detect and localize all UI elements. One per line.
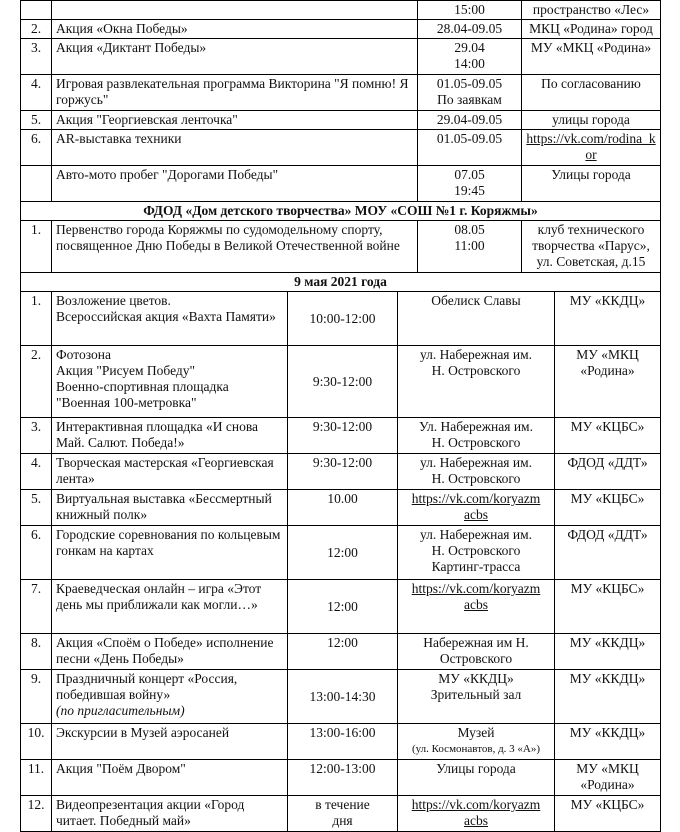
event-link[interactable]: https://vk.com/koryazm acbs bbox=[398, 580, 555, 634]
table-row bbox=[21, 20, 661, 39]
event-name: Авто-мото пробег "Дорогами Победы" bbox=[52, 166, 418, 202]
row-number: 6. bbox=[21, 130, 52, 166]
event-name: Акция «Диктант Победы» bbox=[52, 39, 418, 75]
row-number bbox=[21, 1, 52, 20]
event-organizer: МУ «КЦБС» bbox=[555, 490, 661, 526]
event-name: Первенство города Коряжмы по судомодельному спорту, посвященное Дню Победы в Великой Отечественной войне bbox=[52, 221, 418, 273]
row-number: 4. bbox=[21, 75, 52, 111]
event-name: Акция "Георгиевская ленточка" bbox=[52, 111, 418, 130]
table-row bbox=[21, 1, 661, 20]
event-organizer: ФДОД «ДДТ» bbox=[555, 454, 661, 490]
table-row bbox=[21, 130, 661, 166]
event-time: 12:00-13:00 bbox=[288, 760, 398, 796]
event-place: Обелиск Славы bbox=[398, 292, 555, 346]
event-time: 13:00-14:30 bbox=[288, 670, 398, 724]
event-name-note: (по пригласительным) bbox=[56, 703, 185, 718]
event-place: пространство «Лес» bbox=[522, 1, 661, 20]
event-organizer: МУ «КЦБС» bbox=[555, 796, 661, 832]
section-title-may9: 9 мая 2021 года bbox=[21, 273, 661, 292]
row-number: 5. bbox=[21, 490, 52, 526]
event-time: 12:00 bbox=[288, 526, 398, 580]
event-place: МУ «МКЦ «Родина» bbox=[522, 39, 661, 75]
event-place: Набережная им Н. Островского bbox=[398, 634, 555, 670]
event-date: 01.05-09.05 По заявкам bbox=[418, 75, 522, 111]
table-row bbox=[21, 724, 661, 760]
event-time: 9:30-12:00 bbox=[288, 346, 398, 418]
event-organizer: МУ «МКЦ «Родина» bbox=[555, 346, 661, 418]
event-organizer: МУ «КЦБС» bbox=[555, 418, 661, 454]
event-link[interactable]: https://vk.com/koryazm acbs bbox=[398, 490, 555, 526]
event-date: 07.05 19:45 bbox=[418, 166, 522, 202]
event-name: Творческая мастерская «Георгиевская лента» bbox=[52, 454, 288, 490]
row-number: 5. bbox=[21, 111, 52, 130]
event-place: По согласованию bbox=[522, 75, 661, 111]
event-name bbox=[52, 1, 418, 20]
table-row bbox=[21, 418, 661, 454]
event-name: Игровая развлекательная программа Викторина "Я помню! Я горжусь" bbox=[52, 75, 418, 111]
event-time: в течение дня bbox=[288, 796, 398, 832]
event-place: Улицы города bbox=[398, 760, 555, 796]
event-name: Виртуальная выставка «Бессмертный книжный полк» bbox=[52, 490, 288, 526]
event-time: 10:00-12:00 bbox=[288, 292, 398, 346]
table-row bbox=[21, 796, 661, 832]
row-number: 12. bbox=[21, 796, 52, 832]
event-date: 15:00 bbox=[418, 1, 522, 20]
event-place: МКЦ «Родина» город bbox=[522, 20, 661, 39]
event-link[interactable]: https://vk.com/rodina_k or bbox=[522, 130, 661, 166]
event-place: Улицы города bbox=[522, 166, 661, 202]
row-number: 9. bbox=[21, 670, 52, 724]
event-date: 29.04 14:00 bbox=[418, 39, 522, 75]
table-row bbox=[21, 634, 661, 670]
row-number: 3. bbox=[21, 39, 52, 75]
table-row bbox=[21, 39, 661, 75]
event-name: Акция «Споём о Победе» исполнение песни «День Победы» bbox=[52, 634, 288, 670]
event-place: клуб технического творчества «Парус», ул. Советская, д.15 bbox=[522, 221, 661, 273]
section-header-row bbox=[21, 202, 661, 221]
event-organizer: МУ «ККДЦ» bbox=[555, 634, 661, 670]
event-organizer: МУ «ККДЦ» bbox=[555, 292, 661, 346]
table-row bbox=[21, 75, 661, 111]
event-name: Видеопрезентация акции «Город читает. Победный май» bbox=[52, 796, 288, 832]
row-number: 2. bbox=[21, 346, 52, 418]
table-row bbox=[21, 166, 661, 202]
event-name: Фотозона Акция "Рисуем Победу" Военно-спортивная площадка "Военная 100-метровка" bbox=[52, 346, 288, 418]
event-name: Акция "Поём Двором" bbox=[52, 760, 288, 796]
event-time: 9:30-12:00 bbox=[288, 454, 398, 490]
event-place: ул. Набережная им. Н. Островского bbox=[398, 346, 555, 418]
document-page bbox=[20, 0, 660, 832]
event-place bbox=[398, 724, 555, 760]
table-row bbox=[21, 292, 661, 346]
section-title-ddt: ФДОД «Дом детского творчества» МОУ «СОШ №1 г. Коряжмы» bbox=[21, 202, 661, 221]
table-row bbox=[21, 670, 661, 724]
table-row bbox=[21, 526, 661, 580]
table-row bbox=[21, 580, 661, 634]
row-number: 8. bbox=[21, 634, 52, 670]
row-number: 10. bbox=[21, 724, 52, 760]
event-date: 28.04-09.05 bbox=[418, 20, 522, 39]
event-place-note: (ул. Космонавтов, д. 3 «А») bbox=[411, 743, 541, 755]
event-place: ул. Набережная им. Н. Островского Картинг-трасса bbox=[398, 526, 555, 580]
event-organizer: МУ «ККДЦ» bbox=[555, 724, 661, 760]
table-row bbox=[21, 760, 661, 796]
event-organizer: МУ «МКЦ «Родина» bbox=[555, 760, 661, 796]
event-time: 12:00 bbox=[288, 634, 398, 670]
event-organizer: МУ «КЦБС» bbox=[555, 580, 661, 634]
event-name: Экскурсии в Музей аэросаней bbox=[52, 724, 288, 760]
event-organizer: МУ «ККДЦ» bbox=[555, 670, 661, 724]
row-number: 4. bbox=[21, 454, 52, 490]
row-number: 7. bbox=[21, 580, 52, 634]
table-row bbox=[21, 111, 661, 130]
table-row bbox=[21, 346, 661, 418]
event-place: ул. Набережная им. Н. Островского bbox=[398, 454, 555, 490]
row-number bbox=[21, 166, 52, 202]
event-date: 29.04-09.05 bbox=[418, 111, 522, 130]
event-name: AR-выставка техники bbox=[52, 130, 418, 166]
events-table-may9 bbox=[20, 291, 661, 832]
table-row bbox=[21, 221, 661, 273]
event-time: 13:00-16:00 bbox=[288, 724, 398, 760]
row-number: 11. bbox=[21, 760, 52, 796]
event-time: 10.00 bbox=[288, 490, 398, 526]
event-name: Краеведческая онлайн – игра «Этот день мы приближали как могли…» bbox=[52, 580, 288, 634]
event-link[interactable]: https://vk.com/koryazm acbs bbox=[398, 796, 555, 832]
event-name: Возложение цветов. Всероссийская акция «Вахта Памяти» bbox=[52, 292, 288, 346]
events-table-top bbox=[20, 0, 661, 292]
section-header-row bbox=[21, 273, 661, 292]
event-place: Ул. Набережная им. Н. Островского bbox=[398, 418, 555, 454]
table-row bbox=[21, 454, 661, 490]
row-number: 1. bbox=[21, 221, 52, 273]
event-place: улицы города bbox=[522, 111, 661, 130]
event-name-text: Праздничный концерт «Россия, победившая войну» bbox=[56, 671, 238, 702]
table-row bbox=[21, 490, 661, 526]
event-name: Интерактивная площадка «И снова Май. Салют. Победа!» bbox=[52, 418, 288, 454]
event-date: 08.05 11:00 bbox=[418, 221, 522, 273]
event-name: Городские соревнования по кольцевым гонкам на картах bbox=[52, 526, 288, 580]
event-date: 01.05-09.05 bbox=[418, 130, 522, 166]
row-number: 2. bbox=[21, 20, 52, 39]
event-name bbox=[52, 670, 288, 724]
event-time: 9:30-12:00 bbox=[288, 418, 398, 454]
event-time: 12:00 bbox=[288, 580, 398, 634]
row-number: 1. bbox=[21, 292, 52, 346]
event-place: МУ «ККДЦ» Зрительный зал bbox=[398, 670, 555, 724]
row-number: 3. bbox=[21, 418, 52, 454]
event-organizer: ФДОД «ДДТ» bbox=[555, 526, 661, 580]
event-name: Акция «Окна Победы» bbox=[52, 20, 418, 39]
event-place-text: Музей bbox=[457, 725, 495, 740]
row-number: 6. bbox=[21, 526, 52, 580]
